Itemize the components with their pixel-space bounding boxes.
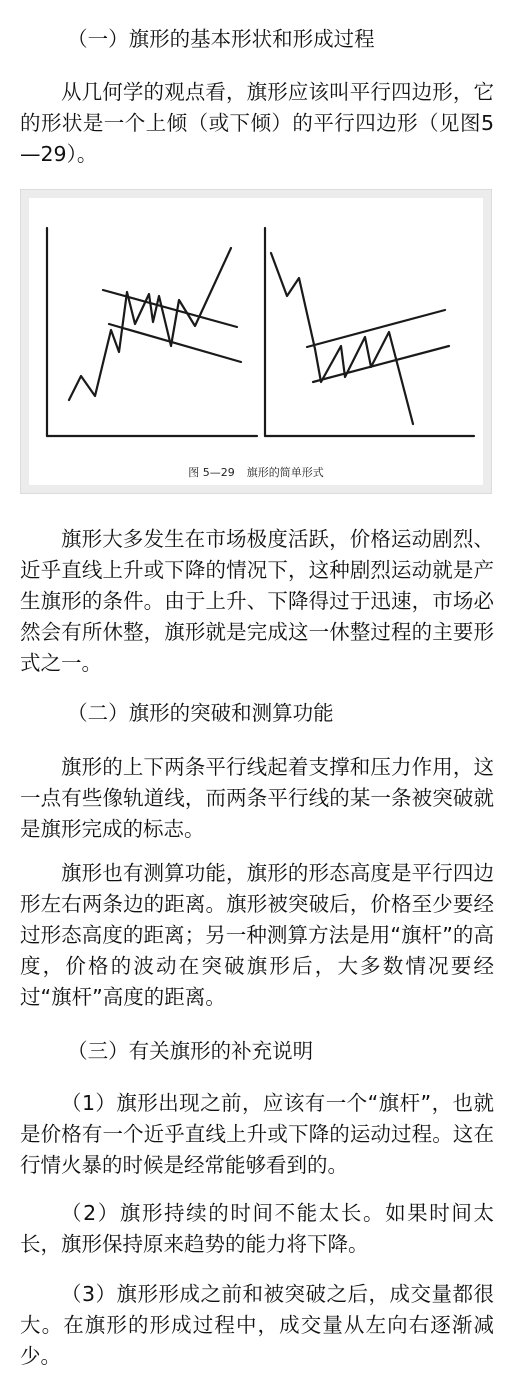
figure-caption <box>29 464 483 480</box>
paragraph-3: 旗形的上下两条平行线起着支撑和压力作用，这一点有些像轨道线，而两条平行线的某一条被突破就是旗形完成的标志。 <box>20 755 494 841</box>
section-heading-1: （一）旗形的基本形状和形成过程 <box>67 27 375 51</box>
paragraph-1: 从几何学的观点看，旗形应该叫平行四边形，它的形状是一个上倾（或下倾）的平行四边形（见图5—29）。 <box>20 80 494 166</box>
paragraph-5: （1）旗形出现之前，应该有一个“旗杆”，也就是价格有一个近乎直线上升或下降的运动过程。这在行情火暴的时候是经常能够看到的。 <box>20 1091 494 1177</box>
right-flag-lower-line <box>313 346 449 382</box>
figure-canvas <box>29 198 483 485</box>
right-flag-upper-line <box>307 310 445 347</box>
paragraph-4: 旗形也有测算功能，旗形的形态高度是平行四边形左右两条边的距离。旗形被突破后，价格至少要经过形态高度的距离；另一种测算方法是用“旗杆”的高度，价格的波动在突破旗形后，大多数情况要经过“旗杆”高度的距离。 <box>20 861 494 1009</box>
left-price-path <box>69 248 231 400</box>
left-flag-lower-line <box>109 324 241 362</box>
figure-5-29 <box>20 189 492 494</box>
figure-caption-number: 图 5—29 <box>188 466 235 479</box>
section-heading-3: （三）有关旗形的补充说明 <box>67 1039 314 1063</box>
figure-caption-text: 旗形的简单形式 <box>246 466 324 479</box>
paragraph-6: （2）旗形持续的时间不能太长。如果时间太长，旗形保持原来趋势的能力将下降。 <box>20 1201 494 1256</box>
flag-pattern-diagram <box>29 198 483 485</box>
paragraph-2: 旗形大多发生在市场极度活跃，价格运动剧烈、近乎直线上升或下降的情况下，这种剧烈运动就是产生旗形的条件。由于上升、下降得过于迅速，市场必然会有所休整，旗形就是完成这一休整过程的主要形式之一。 <box>20 527 494 675</box>
paragraph-7: （3）旗形形成之前和被突破之后，成交量都很大。在旗形的形成过程中，成交量从左向右逐渐减少。 <box>20 1282 494 1368</box>
section-heading-2: （二）旗形的突破和测算功能 <box>67 701 334 725</box>
